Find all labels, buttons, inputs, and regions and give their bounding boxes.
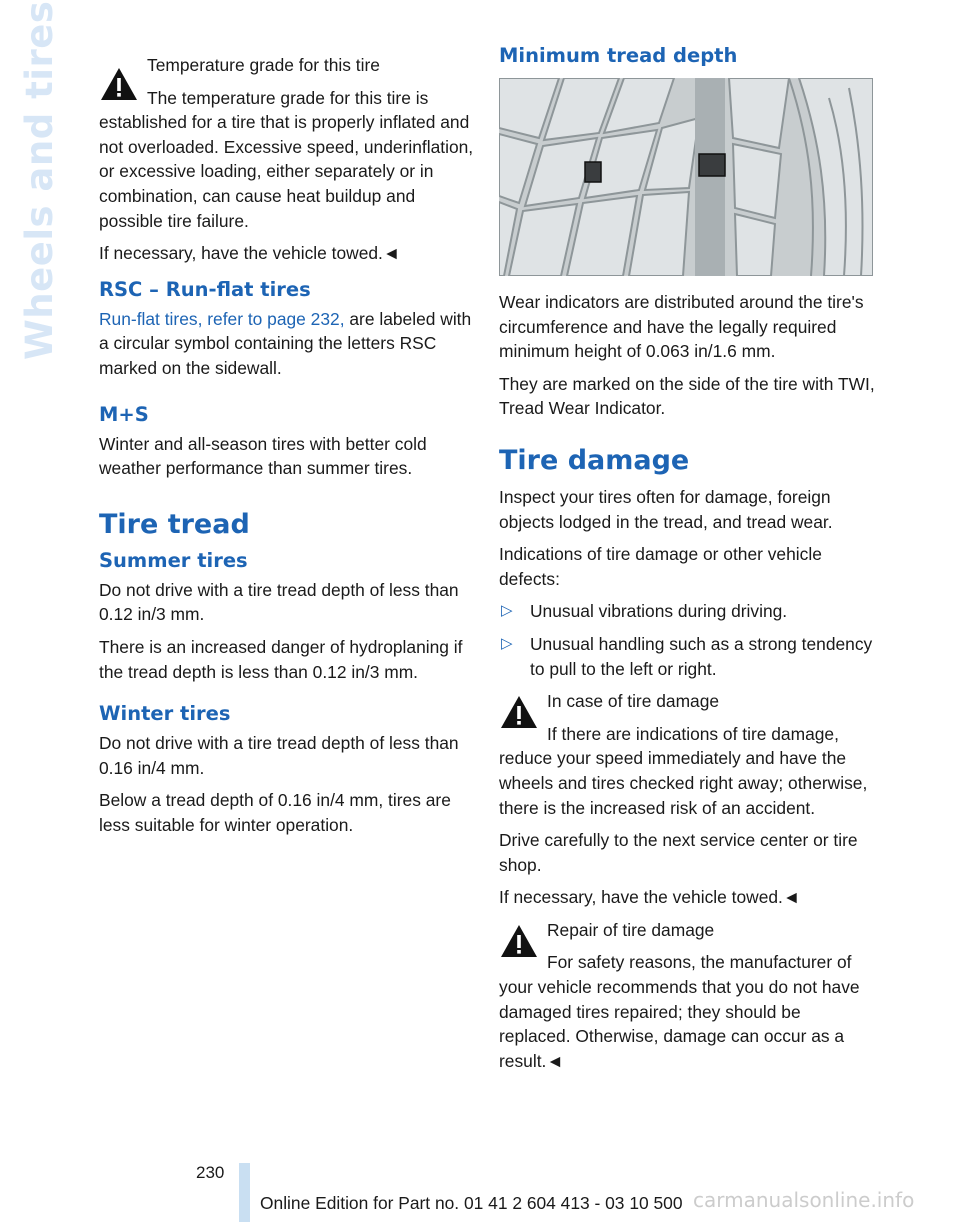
rsc-paragraph	[99, 307, 477, 381]
page-number: 230	[196, 1163, 225, 1182]
list-item: ▷ Unusual vibrations during driving.	[499, 599, 875, 624]
warning-icon	[499, 693, 539, 731]
warning-tire-damage	[499, 689, 875, 820]
right-column	[499, 40, 875, 1081]
watermark: carmanualsonline.info	[693, 1188, 915, 1212]
minimum-tread-heading: Minimum tread depth	[499, 44, 738, 67]
damage-paragraph-2: Indications of tire damage or other vehicle defects:	[499, 544, 822, 589]
damage-paragraph-1: Inspect your tires often for damage, foreign objects lodged in the tread, and tread wear.	[499, 486, 833, 532]
ms-heading: M+S	[99, 402, 149, 426]
minimum-paragraph-1: Wear indicators are distributed around the tire's circumference and have the legally required minimum height of 0.063 in/1.6 mm.	[499, 292, 864, 362]
warning-body: The temperature grade for this tire is established for a tire that is properly inflated and not overloaded. Excessive speed, underinflation, or excessive loading, either separately or in combination, can cause heat buildup and possible tire failure.	[99, 87, 474, 231]
list-item: ▷ Unusual handling such as a strong tendency to pull to the left or right.	[501, 633, 873, 679]
footer-accent-bar	[239, 1163, 250, 1222]
run-flat-link[interactable]: Run-flat tires, refer to page 232,	[99, 308, 345, 329]
side-section-title: Wheels and tires	[18, 0, 61, 360]
winter-tires-heading: Winter tires	[99, 702, 231, 726]
warning-icon	[499, 922, 539, 960]
winter-paragraph-1: Do not drive with a tire tread depth of less than 0.16 in/4 mm.	[99, 733, 459, 778]
damage-indications-list	[499, 599, 875, 681]
drive-carefully-paragraph: Drive carefully to the next service center or tire shop.	[499, 830, 858, 875]
warning-icon	[99, 65, 139, 103]
tow-note: If necessary, have the vehicle towed.◄	[499, 887, 801, 908]
summer-tires-heading: Summer tires	[99, 548, 248, 572]
summer-paragraph-2: There is an increased danger of hydroplaning if the tread depth is less than 0.12 in/3 mm.	[99, 636, 463, 682]
bullet-triangle-icon: ▷	[501, 602, 513, 620]
warning-body: If there are indications of tire damage, reduce your speed immediately and have the wheels and tires checked right away; otherwise, there is the increased risk of an accident.	[499, 723, 868, 818]
rsc-heading: RSC – Run-flat tires	[99, 277, 311, 301]
edition-line: Online Edition for Part no. 01 41 2 604 413 - 03 10 500	[260, 1193, 683, 1213]
winter-paragraph-2: Below a tread depth of 0.16 in/4 mm, tires are less suitable for winter operation.	[99, 790, 451, 835]
bullet-triangle-icon: ▷	[501, 634, 513, 652]
tire-tread-heading: Tire tread	[99, 508, 250, 540]
summer-paragraph-1: Do not drive with a tire tread depth of less than 0.12 in/3 mm.	[99, 579, 459, 625]
minimum-paragraph-2: They are marked on the side of the tire with TWI, Tread Wear Indicator.	[499, 373, 875, 419]
tire-tread-illustration	[499, 78, 873, 276]
left-column	[99, 40, 477, 845]
warning-title: In case of tire damage	[547, 691, 720, 712]
warning-title: Repair of tire damage	[547, 919, 715, 940]
warning-temperature-grade	[99, 53, 477, 233]
tow-note: If necessary, have the vehicle towed.◄	[99, 243, 401, 264]
tire-damage-heading: Tire damage	[499, 444, 690, 476]
warning-body: For safety reasons, the manufacturer of your vehicle recommends that you do not have damaged tires repaired; they should be replaced. Otherwise, damage can occur as a result.◄	[499, 952, 860, 1071]
rsc-text: are labeled with a circular symbol containing the letters RSC marked on the sidewall.	[99, 308, 472, 378]
ms-paragraph: Winter and all-season tires with better cold weather performance than summer tires.	[99, 433, 427, 479]
warning-title: Temperature grade for this tire	[147, 55, 380, 75]
warning-repair	[499, 918, 875, 1074]
